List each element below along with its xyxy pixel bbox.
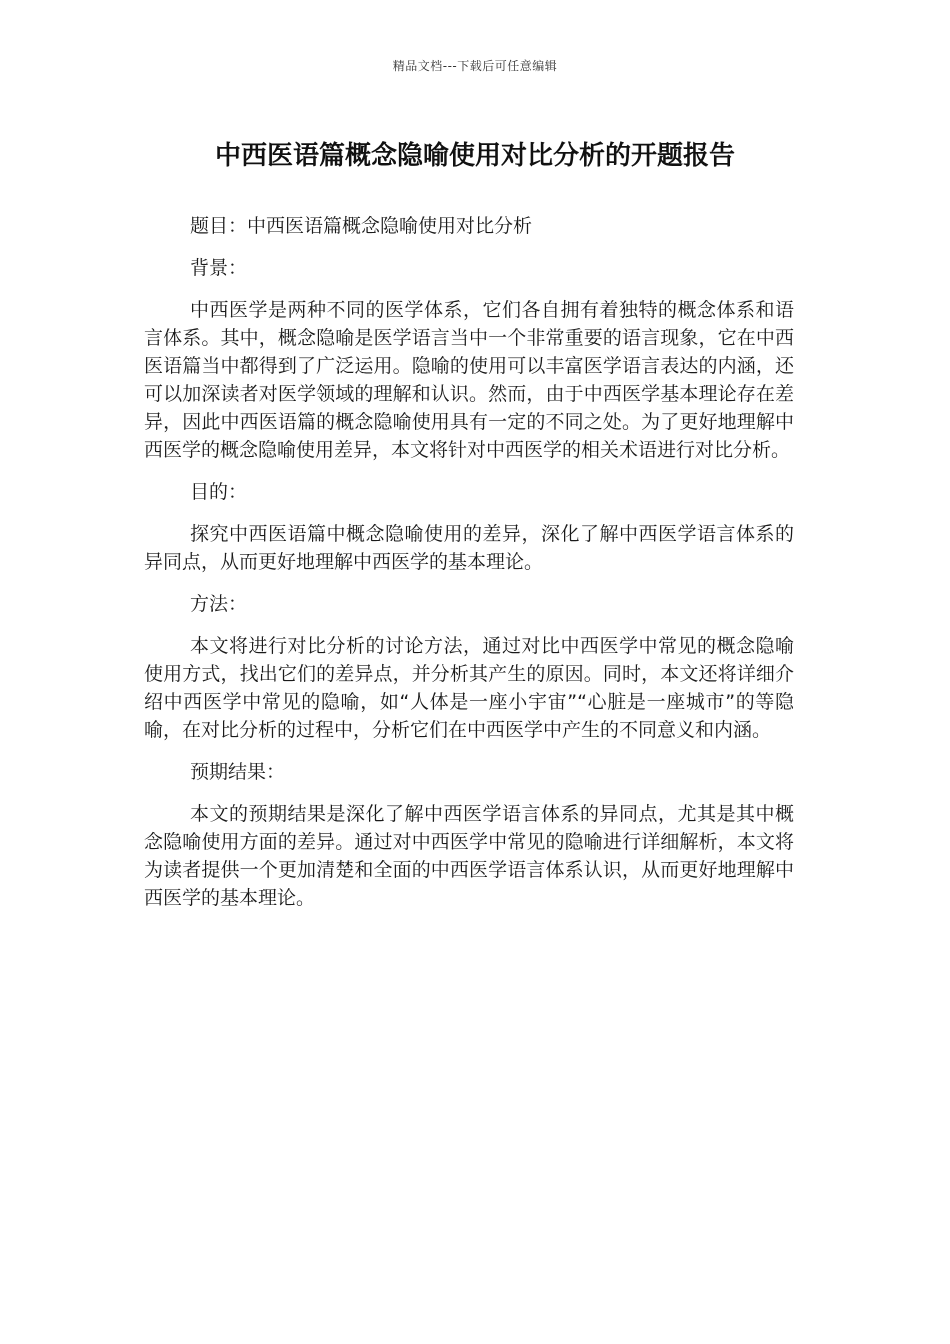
purpose-label: 目的： — [190, 481, 248, 503]
background-label: 背景： — [190, 257, 248, 279]
purpose-paragraph: 探究中西医语篇中概念隐喻使用的差异，深化了解中西医学语言体系的异同点，从而更好地理解中西医学的基本理论。 — [144, 523, 794, 573]
method-label: 方法： — [190, 593, 248, 615]
topic-line: 题目：中西医语篇概念隐喻使用对比分析 — [190, 215, 533, 237]
method-paragraph: 本文将进行对比分析的讨论方法，通过对比中西医学中常见的概念隐喻使用方式，找出它们的差异点，并分析其产生的原因。同时，本文还将详细介绍中西医学中常见的隐喻，如“人体是一座小宇宙”“心脏是一座城市”的等隐喻，在对比分析的过程中，分析它们在中西医学中产生的不同意义和内涵。 — [144, 635, 794, 741]
results-label: 预期结果： — [190, 761, 286, 783]
background-paragraph: 中西医学是两种不同的医学体系，它们各自拥有着独特的概念体系和语言体系。其中，概念隐喻是医学语言当中一个非常重要的语言现象，它在中西医语篇当中都得到了广泛运用。隐喻的使用可以丰富医学语言表达的内涵，还可以加深读者对医学领域的理解和认识。然而，由于中西医学基本理论存在差异，因此中西医语篇的概念隐喻使用具有一定的不同之处。为了更好地理解中西医学的概念隐喻使用差异，本文将针对中西医学的相关术语进行对比分析。 — [144, 299, 794, 461]
results-paragraph: 本文的预期结果是深化了解中西医学语言体系的异同点，尤其是其中概念隐喻使用方面的差异。通过对中西医学中常见的隐喻进行详细解析，本文将为读者提供一个更加清楚和全面的中西医学语言体系认识，从而更好地理解中西医学的基本理论。 — [144, 803, 794, 909]
document-body — [144, 212, 794, 926]
document-title: 中西医语篇概念隐喻使用对比分析的开题报告 — [214, 141, 735, 171]
header-note: 精品文档---下载后可任意编辑 — [392, 59, 558, 73]
